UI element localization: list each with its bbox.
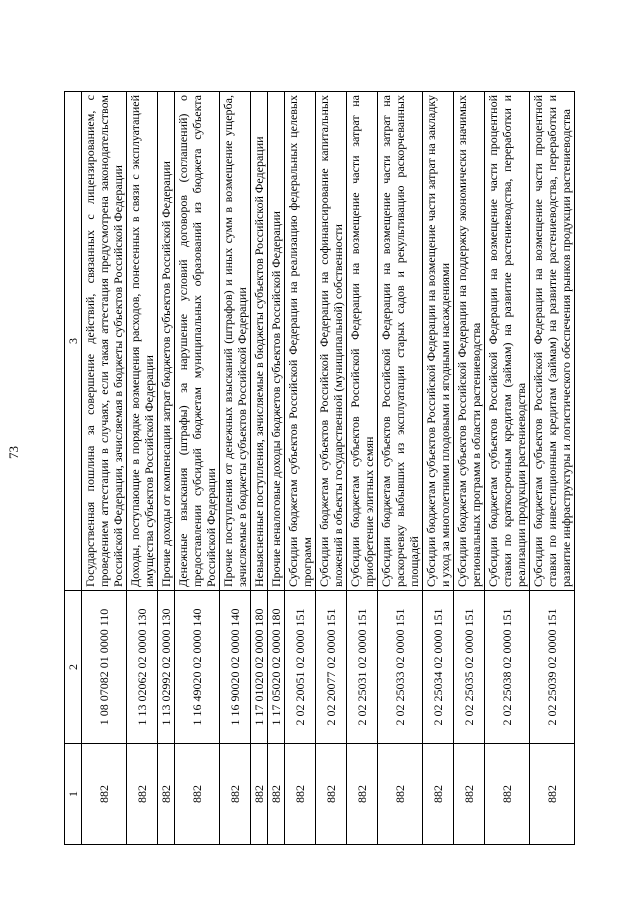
budget-code-cell: 1 16 49020 02 0000 140 bbox=[175, 591, 220, 744]
table-row bbox=[485, 92, 530, 845]
page-number: 73 bbox=[6, 446, 21, 459]
description-cell: Субсидии бюджетам субъектов Российской Федерации на возмещение части затрат на закладку и уход за многолетними плодовыми и ягодными насаждениями bbox=[423, 92, 454, 591]
admin-code-cell: 882 bbox=[485, 744, 530, 845]
budget-code-cell: 2 02 25038 02 0000 151 bbox=[485, 591, 530, 744]
description-cell: Субсидии бюджетам субъектов Российской Федерации на возмещение части затрат на приобретение элитных семян bbox=[347, 92, 378, 591]
description-cell: Денежные взыскания (штрафы) за нарушение условий договоров (соглашений) о предоставлении субсидий бюджетам муниципальных образований из бюджета субъекта Российской Федерации bbox=[175, 92, 220, 591]
table-row bbox=[285, 92, 316, 845]
table-row bbox=[530, 92, 575, 845]
table-row bbox=[454, 92, 485, 845]
budget-code-cell: 1 13 02062 02 0000 130 bbox=[127, 591, 158, 744]
budget-code-cell: 2 02 25035 02 0000 151 bbox=[454, 591, 485, 744]
admin-code-cell: 882 bbox=[220, 744, 251, 845]
table-row bbox=[158, 92, 175, 845]
revenue-codes-table bbox=[64, 91, 575, 845]
admin-code-cell: 882 bbox=[175, 744, 220, 845]
budget-code-cell: 2 02 25031 02 0000 151 bbox=[347, 591, 378, 744]
table-row bbox=[127, 92, 158, 845]
table-row bbox=[423, 92, 454, 845]
admin-code-cell: 882 bbox=[127, 744, 158, 845]
admin-code-cell: 882 bbox=[316, 744, 347, 845]
table-header-row bbox=[65, 92, 82, 845]
table-row bbox=[175, 92, 220, 845]
admin-code-cell: 882 bbox=[268, 744, 285, 845]
admin-code-cell: 882 bbox=[251, 744, 268, 845]
budget-code-cell: 1 16 90020 02 0000 140 bbox=[220, 591, 251, 744]
admin-code-cell: 882 bbox=[285, 744, 316, 845]
admin-code-cell: 882 bbox=[82, 744, 127, 845]
admin-code-cell: 882 bbox=[378, 744, 423, 845]
budget-code-cell: 1 17 05020 02 0000 180 bbox=[268, 591, 285, 744]
description-cell: Прочие неналоговые доходы бюджетов субъектов Российской Федерации bbox=[268, 92, 285, 591]
budget-code-cell: 1 08 07082 01 0000 110 bbox=[82, 591, 127, 744]
description-cell: Субсидии бюджетам субъектов Российской Федерации на возмещение части процентной ставки по краткосрочным кредитам (займам) на развитие растениеводства, переработки и реализации продукции растениеводства bbox=[485, 92, 530, 591]
description-cell: Субсидии бюджетам субъектов Российской Федерации на поддержку экономически значимых региональных программ в области растениеводства bbox=[454, 92, 485, 591]
table-row bbox=[347, 92, 378, 845]
budget-code-cell: 2 02 25034 02 0000 151 bbox=[423, 591, 454, 744]
table-row bbox=[378, 92, 423, 845]
admin-code-cell: 882 bbox=[530, 744, 575, 845]
description-cell: Субсидии бюджетам субъектов Российской Федерации на софинансирование капитальных вложений в объекты государственной (муниципальной) собственности bbox=[316, 92, 347, 591]
description-cell: Прочие поступления от денежных взысканий (штрафов) и иных сумм в возмещение ущерба, зачисляемые в бюджеты субъектов Российской Федерации bbox=[220, 92, 251, 591]
description-cell: Прочие доходы от компенсации затрат бюджетов субъектов Российской Федерации bbox=[158, 92, 175, 591]
budget-code-cell: 2 02 25033 02 0000 151 bbox=[378, 591, 423, 744]
column-header-2: 2 bbox=[65, 591, 82, 744]
budget-code-cell: 2 02 20077 02 0000 151 bbox=[316, 591, 347, 744]
table-body bbox=[82, 92, 575, 845]
description-cell: Государственная пошлина за совершение действий, связанных с лицензированием, с проведением аттестации в случаях, если такая аттестация предусмотрена законодательством Российской Федерации, зачисляемая в бюджеты субъектов Российской Федерации bbox=[82, 92, 127, 591]
budget-code-cell: 2 02 25039 02 0000 151 bbox=[530, 591, 575, 744]
budget-code-cell: 1 13 02992 02 0000 130 bbox=[158, 591, 175, 744]
admin-code-cell: 882 bbox=[347, 744, 378, 845]
description-cell: Доходы, поступающие в порядке возмещения расходов, понесенных в связи с эксплуатацией имущества субъектов Российской Федерации bbox=[127, 92, 158, 591]
table-row bbox=[220, 92, 251, 845]
admin-code-cell: 882 bbox=[158, 744, 175, 845]
table-row bbox=[251, 92, 268, 845]
column-header-1: 1 bbox=[65, 744, 82, 845]
budget-code-cell: 2 02 20051 02 0000 151 bbox=[285, 591, 316, 744]
description-cell: Субсидии бюджетам субъектов Российской Федерации на возмещение части процентной ставки по инвестиционным кредитам (займам) на развитие растениеводства, переработки и развитие инфраструктуры и логистического обеспечения рынков продукции растениеводства bbox=[530, 92, 575, 591]
admin-code-cell: 882 bbox=[423, 744, 454, 845]
description-cell: Невыясненные поступления, зачисляемые в бюджеты субъектов Российской Федерации bbox=[251, 92, 268, 591]
description-cell: Субсидии бюджетам субъектов Российской Федерации на реализацию федеральных целевых программ bbox=[285, 92, 316, 591]
admin-code-cell: 882 bbox=[454, 744, 485, 845]
column-header-3: 3 bbox=[65, 92, 82, 591]
table-row bbox=[268, 92, 285, 845]
description-cell: Субсидии бюджетам субъектов Российской Федерации на возмещение части затрат на раскорчевку выбывших из эксплуатации старых садов и рекультивацию раскорчеванных площадей bbox=[378, 92, 423, 591]
budget-code-cell: 1 17 01020 02 0000 180 bbox=[251, 591, 268, 744]
table-row bbox=[82, 92, 127, 845]
table-row bbox=[316, 92, 347, 845]
